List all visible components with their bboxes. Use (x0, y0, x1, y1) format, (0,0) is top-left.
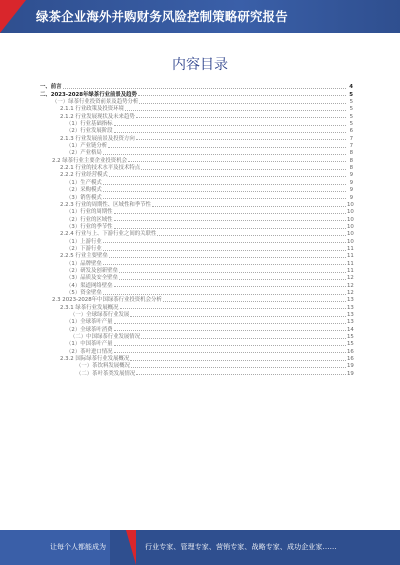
toc-entry[interactable] (40, 223, 353, 230)
toc-entry-text: （1）生产模式 (66, 179, 102, 186)
toc-entry-page: 9 (349, 172, 353, 179)
toc-entry-page: 16 (347, 348, 354, 355)
toc-entry[interactable] (40, 90, 353, 97)
toc-leader-dots (103, 184, 346, 185)
toc-leader-dots (114, 286, 346, 287)
toc-leader-dots (114, 345, 346, 346)
toc-entry-text: （3）品质及安全壁垒 (66, 275, 118, 282)
toc-entry-page: 9 (349, 179, 353, 186)
toc-entry-page: 12 (347, 289, 354, 296)
toc-entry-text: （2）全球茶叶消费 (66, 326, 113, 333)
toc-entry-text: 2.2.3 行业的周期性、区域性和季节性 (60, 201, 151, 208)
toc-entry[interactable] (40, 237, 353, 244)
toc-title: 内容目录 (172, 57, 228, 73)
toc-entry[interactable] (40, 186, 353, 193)
toc-leader-dots (108, 147, 346, 148)
toc-entry[interactable] (40, 120, 353, 127)
toc-entry-page: 15 (347, 341, 354, 348)
toc-entry[interactable] (40, 340, 353, 347)
footer-slogan: 让每个人都能成为 (50, 543, 106, 551)
toc-entry-page: 8 (349, 150, 353, 157)
toc-entry-page: 5 (349, 99, 353, 106)
toc-entry[interactable] (40, 134, 353, 141)
toc-entry-text: （1）全球茶叶产量 (66, 319, 113, 326)
toc-leader-dots (152, 206, 346, 207)
toc-entry-page: 16 (347, 356, 354, 363)
toc-entry[interactable] (40, 333, 353, 340)
toc-entry[interactable] (40, 105, 353, 112)
toc-leader-dots (63, 88, 346, 89)
toc-entry-page: 10 (347, 231, 354, 238)
toc-entry-text: （1）品牌壁垒 (66, 260, 102, 267)
footer-bar (0, 530, 400, 565)
toc-entry-text: （3）销售模式 (66, 194, 102, 201)
toc-entry[interactable] (40, 127, 353, 134)
toc-leader-dots (103, 250, 346, 251)
toc-entry-text: 2.2.4 行业与上、下游行业之间的关联性 (60, 231, 157, 238)
toc-entry[interactable] (40, 289, 353, 296)
toc-entry[interactable] (40, 303, 353, 310)
toc-entry-page: 8 (349, 165, 353, 172)
toc-entry[interactable] (40, 193, 353, 200)
toc-entry-text: （二）中国绿茶行业发展情况 (70, 334, 141, 341)
toc-leader-dots (136, 139, 346, 140)
toc-leader-dots (128, 161, 346, 162)
toc-entry-text: （1）行业的周期性 (66, 209, 113, 216)
toc-entry-page: 15 (347, 334, 354, 341)
toc-entry-text: 2.2.5 行业主要壁垒 (60, 253, 108, 260)
toc-leader-dots (103, 191, 346, 192)
toc-entry-page: 4 (349, 84, 353, 91)
toc-entry-page: 11 (347, 253, 354, 260)
toc-entry[interactable] (40, 98, 353, 105)
toc-entry-text: （1）上游行业 (66, 238, 102, 245)
toc-leader-dots (131, 367, 346, 368)
toc-leader-dots (125, 110, 346, 111)
toc-entry-text: 2.2.1 行业的技术水平及技术特点 (60, 165, 141, 172)
toc-leader-dots (163, 301, 346, 302)
toc-entry[interactable] (40, 296, 353, 303)
toc-entry[interactable] (40, 171, 353, 178)
toc-entry-page: 10 (347, 223, 354, 230)
toc-entry-text: （2）行业的区域性 (66, 216, 113, 223)
toc-leader-dots (114, 125, 346, 126)
toc-entry[interactable] (40, 245, 353, 252)
toc-leader-dots (103, 154, 346, 155)
toc-leader-dots (103, 264, 346, 265)
toc-leader-dots (109, 257, 346, 258)
footer-accent (126, 530, 136, 565)
toc-entry-page: 19 (347, 370, 354, 377)
toc-entry-page: 5 (349, 113, 353, 120)
toc-entry-text: （1）行业基础指标 (66, 121, 113, 128)
toc-entry[interactable] (40, 355, 353, 362)
header-bar (0, 0, 400, 33)
toc-entry-text: （2）采购模式 (66, 187, 102, 194)
toc-entry-page: 19 (347, 363, 354, 370)
toc-entry[interactable] (40, 267, 353, 274)
toc-entry-text: （1）产业链分析 (66, 143, 108, 150)
toc-entry-page: 13 (347, 297, 354, 304)
toc-leader-dots (157, 235, 346, 236)
toc-entry-text: （2）下游行业 (66, 245, 102, 252)
toc-entry-page: 9 (349, 194, 353, 201)
toc-entry-text: （2）行业发展阶段 (66, 128, 113, 135)
toc-entry[interactable] (40, 325, 353, 332)
toc-entry[interactable] (40, 274, 353, 281)
toc-entry-page: 8 (349, 157, 353, 164)
toc-leader-dots (114, 228, 346, 229)
toc-entry-text: （2）产业格局 (66, 150, 102, 157)
toc-entry-page: 5 (349, 106, 353, 113)
toc-entry-page: 13 (347, 312, 354, 318)
toc-entry[interactable] (40, 149, 353, 156)
toc-entry-text: 2.3.2 国际绿茶行业发展概况 (60, 356, 130, 363)
toc-entry-text: 2.3 2023-2028年中国绿茶行业投资机会分析 (52, 297, 162, 304)
toc-entry-text: （1）中国茶叶产量 (66, 341, 113, 348)
toc-entry-text: （二）茶叶茶类发展情况 (76, 370, 136, 377)
toc-leader-dots (130, 360, 346, 361)
toc-entry[interactable] (40, 201, 353, 208)
toc-leader-dots (114, 323, 346, 324)
toc-entry[interactable] (40, 83, 353, 90)
toc-entry-page: 6 (349, 128, 353, 135)
toc-entry-page: 11 (347, 267, 354, 274)
toc-entry-page: 9 (349, 187, 353, 194)
toc-entry-text: （3）行业的季节性 (66, 223, 113, 230)
toc-entry[interactable] (40, 362, 353, 369)
toc-leader-dots (103, 242, 346, 243)
toc-entry-page: 7 (349, 135, 353, 142)
toc-entry-text: （4）渠道网络壁垒 (66, 282, 113, 289)
toc-entry[interactable] (40, 215, 353, 222)
toc-entry-page: 12 (347, 275, 354, 282)
toc-entry[interactable] (40, 164, 353, 171)
toc-entry-text: 2.2.2 行业经营模式 (60, 172, 108, 179)
toc-entry[interactable] (40, 318, 353, 325)
toc-entry-page: 10 (347, 238, 354, 245)
toc-entry-page: 13 (347, 304, 354, 311)
toc-entry-text: （一）全球绿茶行业发展 (70, 312, 130, 318)
toc-entry-text: 2.1.1 行业政策及投资环境 (60, 106, 124, 113)
toc-entry-page: 12 (347, 282, 354, 289)
toc-leader-dots (109, 176, 346, 177)
toc-leader-dots (141, 338, 346, 339)
toc-entry[interactable] (40, 347, 353, 354)
toc-leader-dots (114, 220, 346, 221)
toc-entry-page: 5 (349, 91, 353, 98)
toc-leader-dots (130, 316, 346, 317)
toc-leader-dots (139, 103, 346, 104)
toc-entry[interactable] (40, 281, 353, 288)
toc-entry-text: （一）茶饮料发展概况 (76, 363, 130, 370)
toc-entry-text: 2.1.2 行业发展现状及未来趋势 (60, 113, 135, 120)
toc-leader-dots (114, 352, 346, 353)
toc-entry-page: 5 (349, 121, 353, 128)
toc-entry[interactable] (40, 112, 353, 119)
toc-leader-dots (114, 132, 346, 133)
toc-entry[interactable] (40, 369, 353, 376)
toc-leader-dots (103, 294, 346, 295)
toc-entry[interactable] (40, 259, 353, 266)
toc-leader-dots (119, 272, 346, 273)
toc-entry-page: 11 (347, 245, 354, 252)
toc-entry[interactable] (40, 230, 353, 237)
footer-roles: 行业专家、管理专家、营销专家、战略专家、成功企业家…… (145, 543, 337, 551)
toc-leader-dots (138, 95, 346, 96)
toc-leader-dots (136, 117, 346, 118)
toc-entry-text: 2.3.1 绿茶行业发展概况 (60, 304, 119, 311)
toc-leader-dots (103, 198, 346, 199)
toc-entry-page: 14 (347, 326, 354, 333)
header-accent (0, 0, 26, 33)
toc-entry[interactable] (40, 142, 353, 149)
toc-entry-page: 11 (347, 260, 354, 267)
toc-entry-page: 13 (347, 319, 354, 326)
toc-entry-page: 10 (347, 201, 354, 208)
toc-leader-dots (141, 169, 346, 170)
toc-entry[interactable] (40, 208, 353, 215)
toc-entry-page: 7 (349, 143, 353, 150)
toc-entry[interactable] (40, 252, 353, 259)
toc-entry-text: （5）资金壁垒 (66, 289, 102, 296)
toc-entry-text: 2.1.3 行业发展前景及投资方向 (60, 135, 135, 142)
report-title: 绿茶企业海外并购财务风险控制策略研究报告 (36, 9, 288, 24)
toc-entry-text: 二、2023-2028年绿茶行业前景及趋势 (40, 91, 137, 98)
toc-entry[interactable] (40, 156, 353, 163)
toc-entry-page: 10 (347, 209, 354, 216)
toc-entry-text: （2）研发及创新壁垒 (66, 267, 118, 274)
toc-entry-text: （2）茶叶进口情况 (66, 348, 113, 355)
toc-entry[interactable] (40, 311, 353, 318)
toc-entry[interactable] (40, 178, 353, 185)
toc-leader-dots (136, 374, 346, 375)
toc-leader-dots (119, 279, 346, 280)
toc-leader-dots (114, 330, 346, 331)
toc-entry-text: （一）绿茶行业投资前景及趋势分析 (52, 99, 139, 106)
toc-leader-dots (114, 213, 346, 214)
table-of-contents (40, 83, 353, 377)
toc-leader-dots (120, 308, 346, 309)
toc-entry-page: 10 (347, 216, 354, 223)
toc-entry-text: 一、前言 (40, 84, 62, 91)
toc-entry-text: 2.2 绿茶行业主要企业投资机会 (52, 157, 127, 164)
